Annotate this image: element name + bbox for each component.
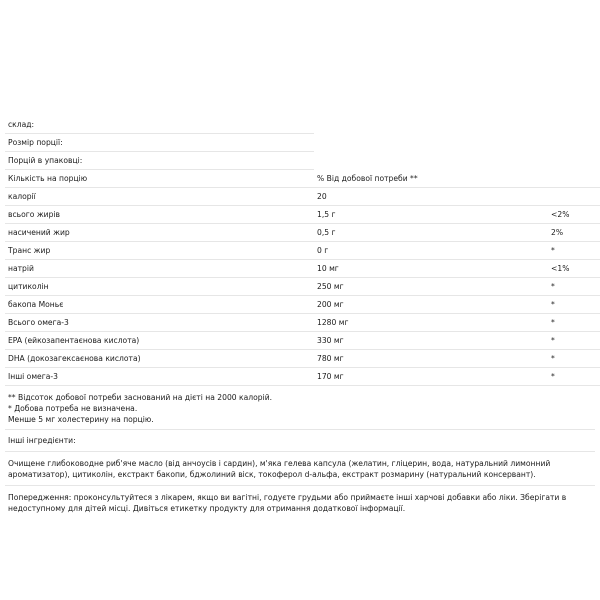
row-value: 170 мг (314, 368, 548, 386)
row-value: 0,5 г (314, 224, 548, 242)
row-value: 330 мг (314, 332, 548, 350)
row-daily-value (548, 116, 600, 134)
row-daily-value (548, 134, 600, 152)
row-label: натрій (5, 260, 314, 278)
row-daily-value: * (548, 314, 600, 332)
row-label: Розмір порції: (5, 134, 314, 152)
supplement-facts-page (5, 116, 595, 514)
row-label: Інші омега-3 (5, 368, 314, 386)
row-label: цитиколін (5, 278, 314, 296)
table-row (5, 278, 600, 296)
row-value: 10 мг (314, 260, 548, 278)
row-label: бакопа Моньє (5, 296, 314, 314)
table-row (5, 260, 600, 278)
row-label: калорії (5, 188, 314, 206)
row-label: Транс жир (5, 242, 314, 260)
table-row (5, 206, 600, 224)
row-value (314, 152, 548, 170)
column-header-daily-value: % Від добової потреби ** (314, 170, 548, 188)
row-label: Порцій в упаковці: (5, 152, 314, 170)
row-daily-value (548, 188, 600, 206)
table-row (5, 188, 600, 206)
table-row (5, 152, 600, 170)
footnote-daily-value-basis: ** Відсоток добової потреби заснований на дієті на 2000 калорій. (8, 393, 273, 402)
row-label: насичений жир (5, 224, 314, 242)
footnote-cholesterol: Менше 5 мг холестерину на порцію. (8, 415, 154, 424)
row-daily-value: * (548, 278, 600, 296)
row-value: 0 г (314, 242, 548, 260)
row-value (314, 134, 548, 152)
table-row (5, 116, 600, 134)
row-value: 780 мг (314, 350, 548, 368)
warning-text: Попередження: проконсультуйтеся з лікарем, якщо ви вагітні, годуєте грудьми або приймаєте інші харчові добавки або ліки. Зберігати в недоступному для дітей місці. Дивіться етикетку продукту для отримання додаткової інформації. (8, 493, 567, 513)
footnote-not-established: * Добова потреба не визначена. (8, 404, 138, 413)
row-value: 1280 мг (314, 314, 548, 332)
table-row (5, 242, 600, 260)
row-daily-value: <1% (548, 260, 600, 278)
table-row (5, 134, 600, 152)
other-ingredients-text: Очищене глибоководне риб'яче масло (від анчоусів і сардин), м'яка гелева капсула (желатин, гліцерин, вода, натуральний лимонний ароматизатор), цитиколін, екстракт бакопи, бджолиний віск, токоферол d-альфа, екстракт розмарину (натуральний консервант). (5, 452, 595, 486)
row-value: 200 мг (314, 296, 548, 314)
table-row (5, 296, 600, 314)
row-label: склад: (5, 116, 314, 134)
row-daily-value: 2% (548, 224, 600, 242)
row-daily-value: * (548, 242, 600, 260)
row-label: Всього омега-3 (5, 314, 314, 332)
row-daily-value: <2% (548, 206, 600, 224)
table-row (5, 368, 600, 386)
row-daily-value: * (548, 332, 600, 350)
row-value: 1,5 г (314, 206, 548, 224)
table-row (5, 332, 600, 350)
supplement-facts-table (5, 116, 600, 386)
other-ingredients-title: Інші інгредієнти: (5, 430, 595, 452)
footnotes (5, 386, 595, 430)
table-row (5, 224, 600, 242)
table-row (5, 350, 600, 368)
table-header-row (5, 170, 600, 188)
row-daily-value (548, 170, 600, 188)
row-daily-value: * (548, 350, 600, 368)
row-value: 20 (314, 188, 548, 206)
table-row (5, 314, 600, 332)
row-label: всього жирів (5, 206, 314, 224)
column-header-amount: Кількість на порцію (5, 170, 314, 188)
row-label: DHA (докозагексаєнова кислота) (5, 350, 314, 368)
row-label: EPA (ейкозапентаєнова кислота) (5, 332, 314, 350)
row-daily-value (548, 152, 600, 170)
row-daily-value: * (548, 296, 600, 314)
row-value: 250 мг (314, 278, 548, 296)
row-value (314, 116, 548, 134)
row-daily-value: * (548, 368, 600, 386)
